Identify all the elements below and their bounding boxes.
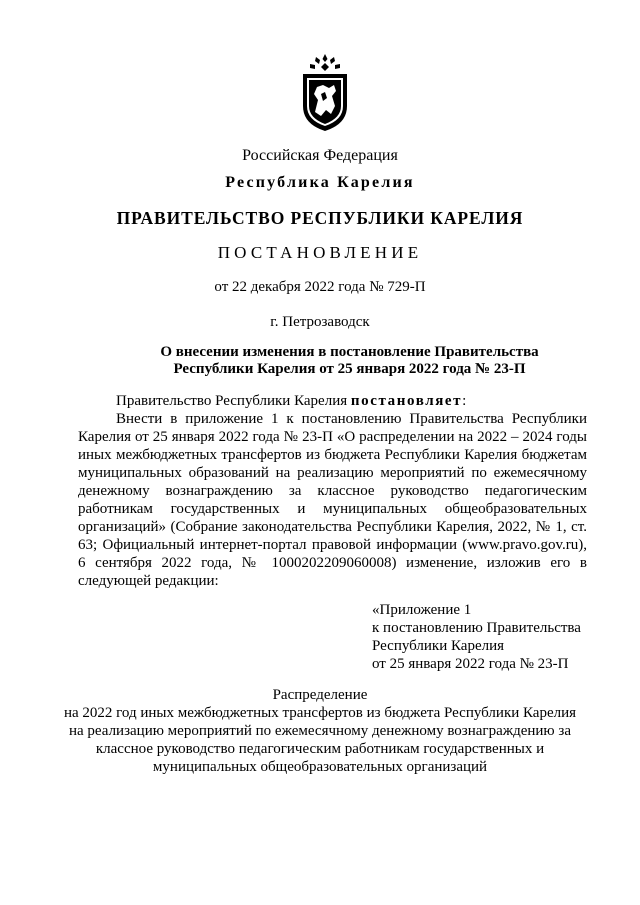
document-city: г. Петрозаводск — [270, 314, 370, 330]
resolution-intro — [78, 392, 587, 410]
intro-prefix: Правительство Республики Карелия — [116, 393, 351, 409]
appendix-reference: «Приложение 1 к постановлению Правительства Республики Карелия от 25 января 2022 года № 23-П — [372, 602, 581, 672]
distribution-description: на 2022 год иных межбюджетных трансфертов из бюджета Республики Карелия на реализацию мероприятий по ежемесячному денежному вознаграждению за классное руководство педагогическим работникам государственных и муниципальных общеобразовательных организаций — [63, 705, 577, 775]
karelia-coat-of-arms-icon — [299, 54, 351, 132]
document-type: ПОСТАНОВЛЕНИЕ — [217, 243, 423, 262]
republic-name: Республика Карелия — [225, 174, 415, 191]
intro-suffix: : — [462, 393, 467, 409]
distribution-title: Распределение — [272, 687, 368, 703]
document-date-number: от 22 декабря 2022 года № 729-П — [214, 279, 426, 295]
document-subject: О внесении изменения в постановление Правительства Республики Карелия от 25 января 2022 года № 23-П — [160, 344, 539, 377]
country-name: Российская Федерация — [242, 147, 398, 164]
government-title: ПРАВИТЕЛЬСТВО РЕСПУБЛИКИ КАРЕЛИЯ — [116, 208, 524, 228]
distribution-heading — [60, 686, 580, 776]
resolves-keyword: постановляет — [350, 393, 463, 409]
resolution-text: Внести в приложение 1 к постановлению Правительства Республики Карелия от 25 января 2022 года № 23-П «О распределении на 2022 – 2024 годы иных межбюджетных трансфертов из бюджета Республики Карелия бюджетам муниципальных образований на реализацию мероприятий по ежемесячному денежному вознаграждению за классное руководство педагогическим работникам государственных и муниципальных общеобразовательных организаций» (Собрание законодательства Республики Карелия, 2022, № 1, ст. 63; Официальный интернет-портал правовой информации (www.pravo.gov.ru), 6 сентября 2022 года, № 1000202209060008) изменение, изложив его в следующей редакции: — [78, 411, 587, 589]
